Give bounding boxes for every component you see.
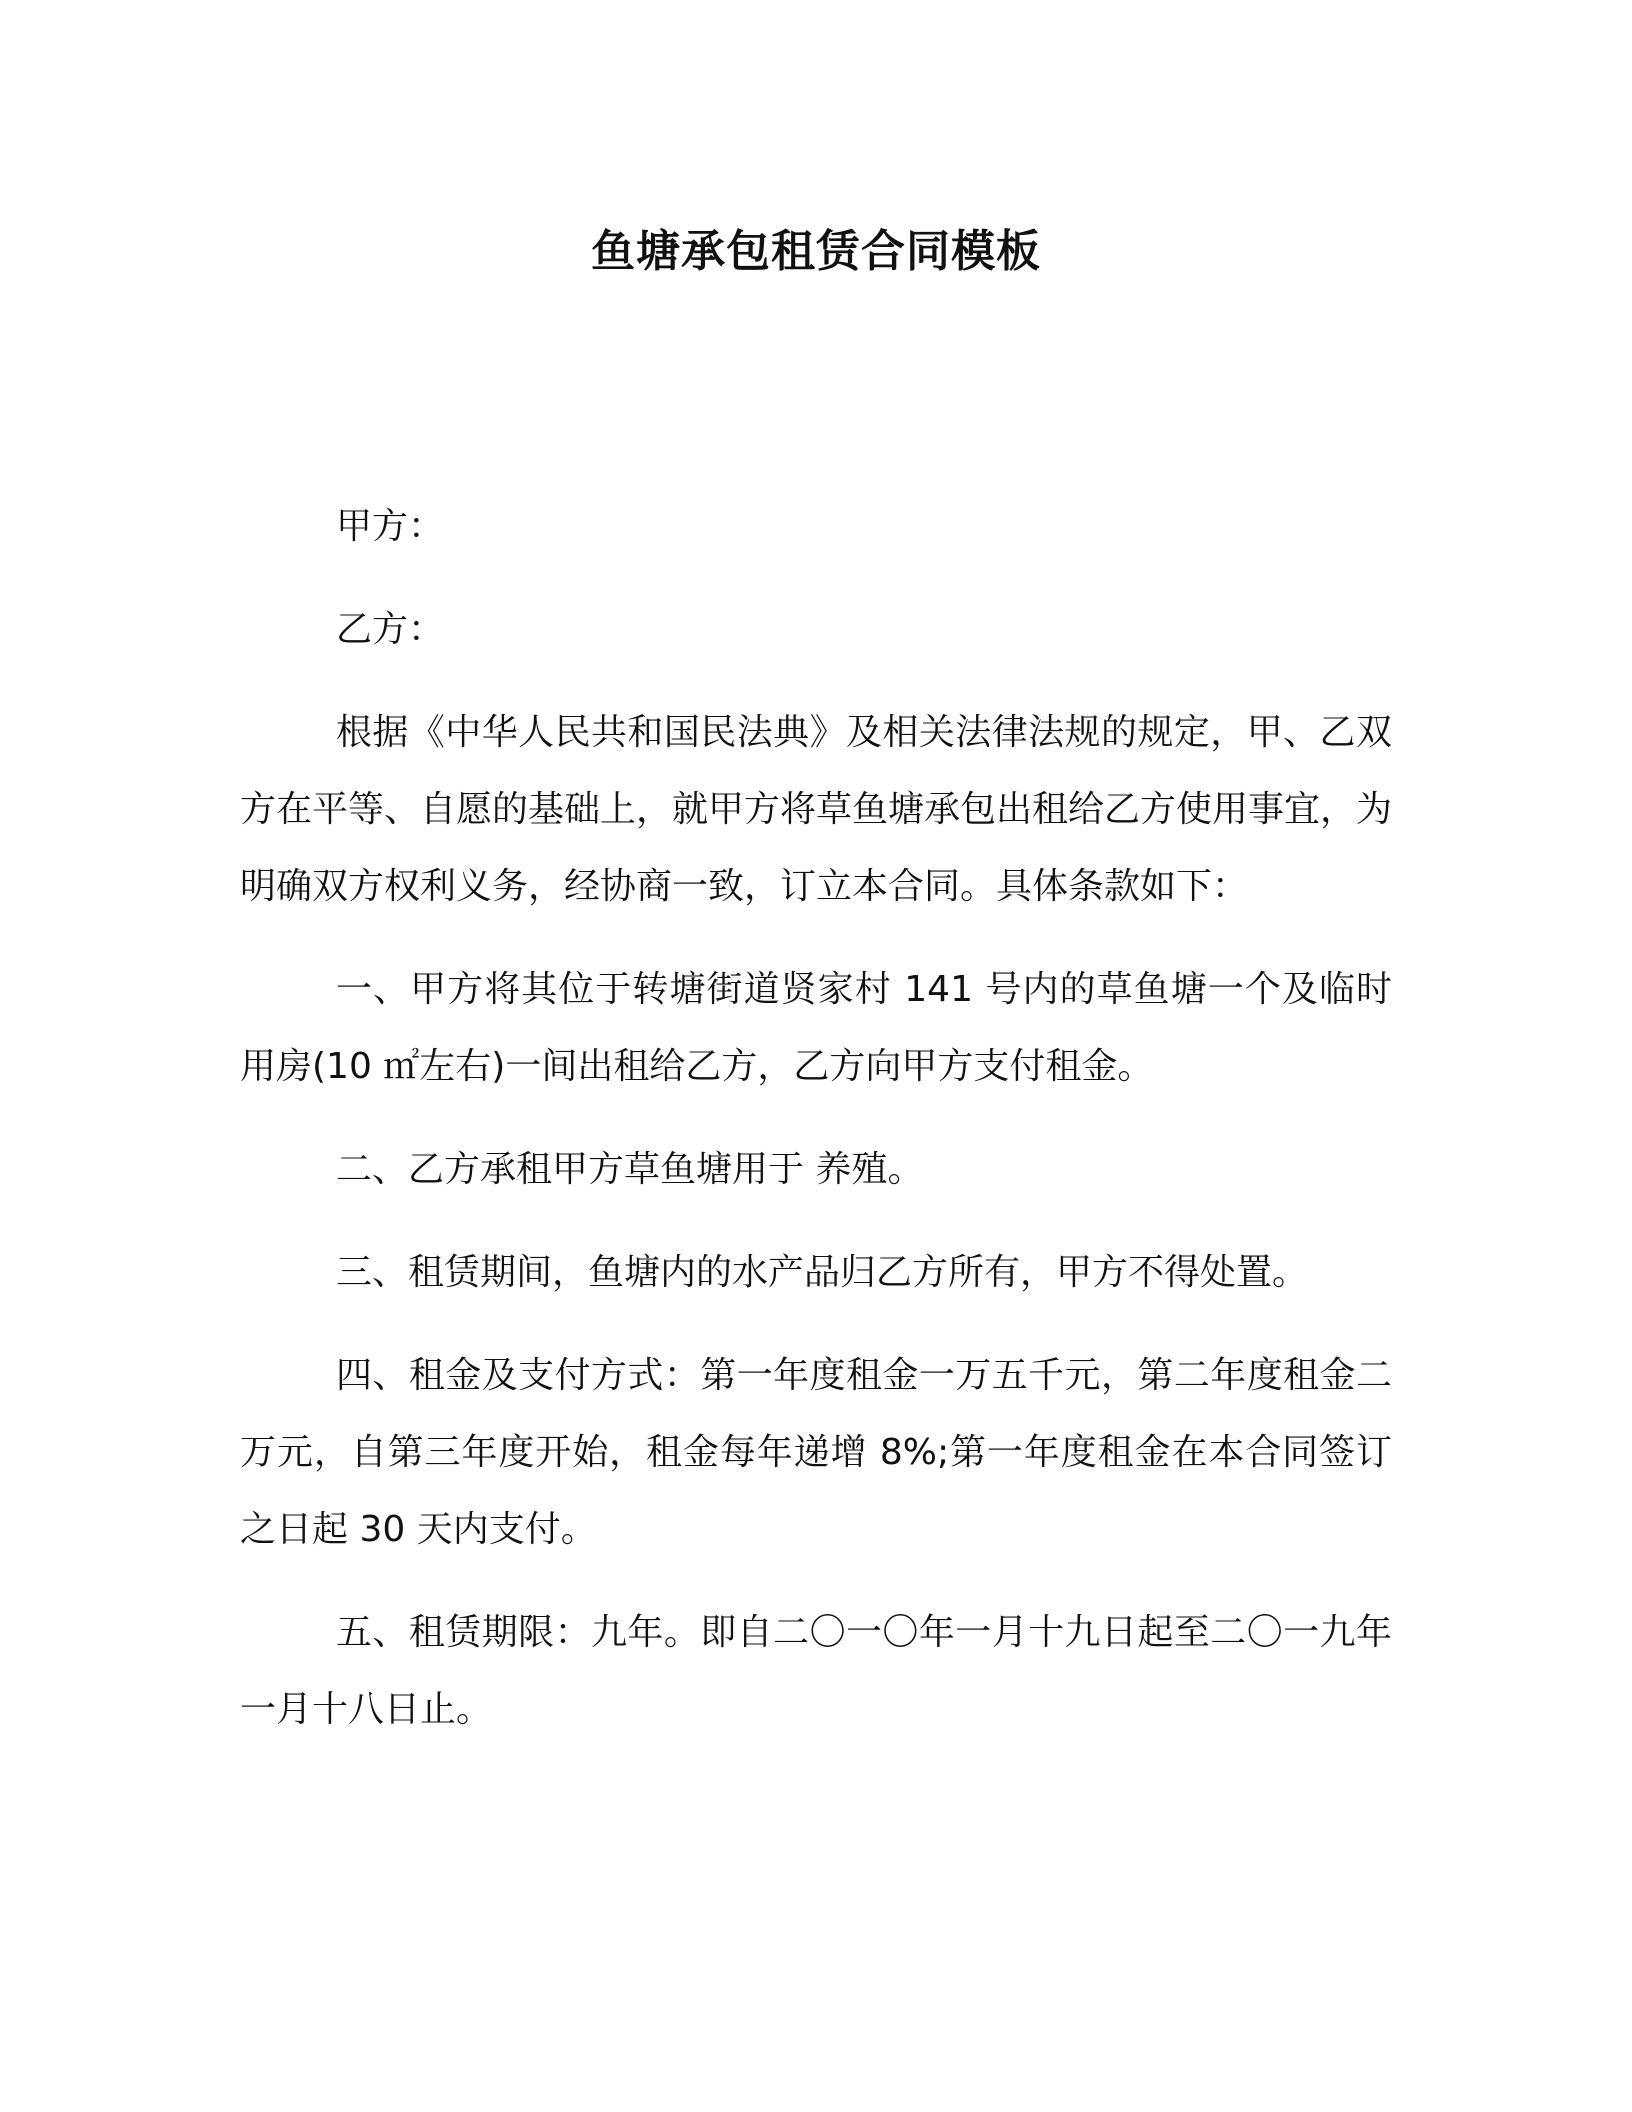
clause-3-paragraph: 三、租赁期间，鱼塘内的水产品归乙方所有，甲方不得处置。 [336, 1252, 1309, 1293]
party-a-label: 甲方： [336, 506, 445, 547]
preamble-paragraph: 根据《中华人民共和国民法典》及相关法律法规的规定，甲、乙双方在平等、自愿的基础上，就甲方将草鱼塘承包出租给乙方使用事宜，为明确双方权利义务，经协商一致，订立本合同。具体条款如下： [240, 712, 1393, 907]
clause-1-paragraph: 一、甲方将其位于转塘街道贤家村 141 号内的草鱼塘一个及临时用房(10 ㎡左右)一间出租给乙方，乙方向甲方支付租金。 [240, 969, 1392, 1087]
clause-5-paragraph: 五、租赁期限：九年。即自二〇一〇年一月十九日起至二〇一九年一月十八日止。 [240, 1612, 1392, 1730]
clause-4-paragraph: 四、租金及支付方式：第一年度租金一万五千元，第二年度租金二万元，自第三年度开始，租金每年递增 8%;第一年度租金在本合同签订之日起 30 天内支付。 [240, 1355, 1392, 1550]
party-b-label: 乙方： [336, 609, 445, 650]
document-title: 鱼塘承包租赁合同模板 [591, 226, 1041, 277]
clause-2-paragraph: 二、乙方承租甲方草鱼塘用于 养殖。 [336, 1149, 924, 1190]
document-body [240, 488, 1392, 1774]
